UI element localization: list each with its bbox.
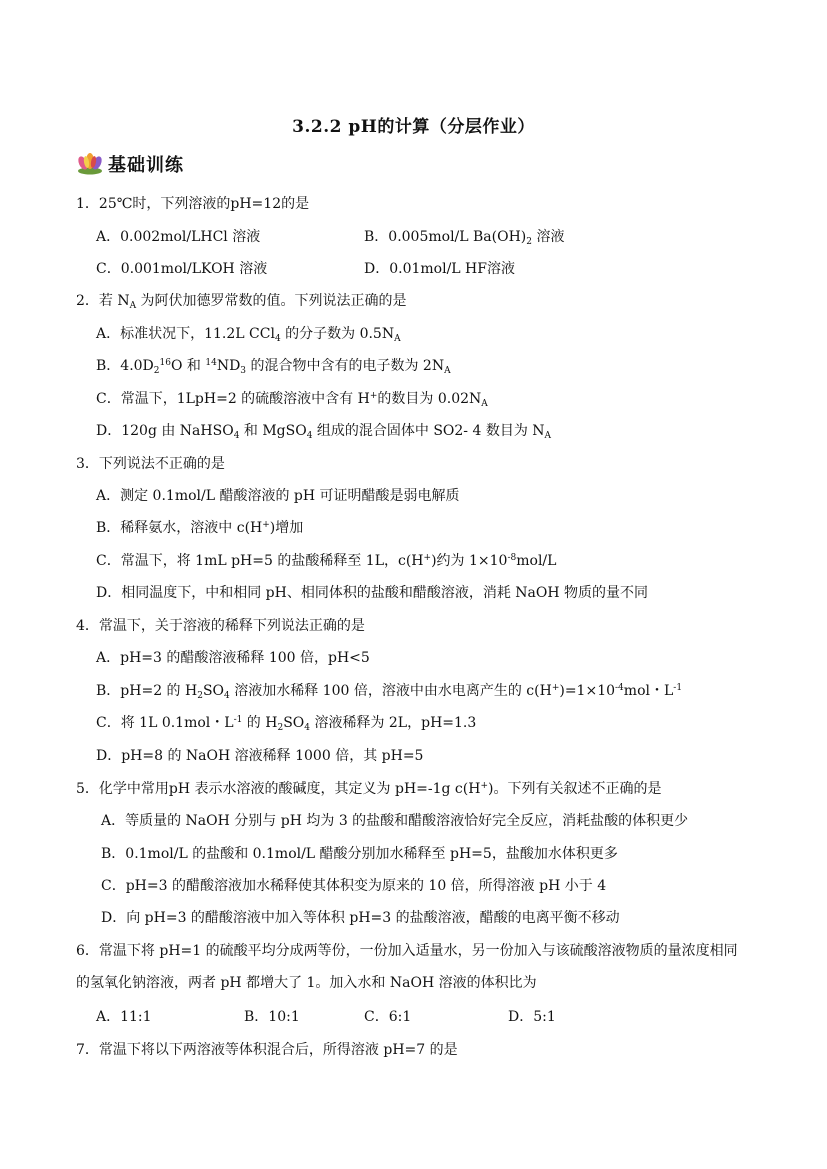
q1-option-a: A．0.002mol/LHCl 溶液 [96,229,261,245]
q3-option-a: A．测定 0.1mol/L 醋酸溶液的 pH 可证明醋酸是弱电解质 [96,488,460,504]
q6-stem-line2: 的氢氧化钠溶液，两者 pH 都增大了 1。加入水和 NaOH 溶液的体积比为 [76,975,537,991]
q5-option-d: D．向 pH=3 的醋酸溶液中加入等体积 pH=3 的盐酸溶液，醋酸的电离平衡不移动 [101,910,620,926]
q3-option-c: C．常温下，将 1mL pH=5 的盐酸稀释至 1L，c(H+)约为 $1\times 10^{-8}mol/L$ [96,553,557,569]
q4-option-a: A．pH=3 的醋酸溶液稀释 100 倍，pH<5 [96,650,370,666]
q6-option-c: C．6:1 [364,1009,412,1025]
q4-option-b: B．pH=2 的 $H_2SO_4$ 溶液加水稀释 100 倍，溶液中由水电离产生的 $c(H^+)=1\times 10^{-4}mol$・$L^{-1}$ [96,683,683,701]
q2-option-b: B．$4.0D_2^{16}O$ 和 $^{14}ND_3$ 的混合物中含有的电子数为 $2N_A$ [96,358,451,376]
q6-stem-line1: 6．常温下将 pH=1 的硫酸平均分成两等份，一份加入适量水，另一份加入与该硫酸溶液物质的量浓度相同 [76,943,738,959]
section-label: 基础训练 [108,155,184,176]
q1-option-b: B．0.005mol/L $Ba(OH)_2$ 溶液 [364,229,565,247]
q5-option-a: A．等质量的 NaOH 分别与 pH 均为 3 的盐酸和醋酸溶液恰好完全反应，消耗盐酸的体积更少 [101,813,689,829]
q3-option-b: B．稀释氨水，溶液中 c(H+)增加 [96,520,304,536]
q1-option-d: D．0.01mol/L HF溶液 [364,261,515,277]
q4-option-c: C．将 1L 0.1mol・$L^{-1}$ 的 $H_2SO_4$ 溶液稀释为 2L，pH=1.3 [96,715,477,733]
q6-option-b: B．10:1 [244,1009,300,1025]
q1-stem: 1．25℃时，下列溶液的pH=12的是 [76,196,310,212]
q4-option-d: D．pH=8 的 NaOH 溶液稀释 1000 倍，其 pH=5 [96,748,424,764]
q2-option-d: D．120g 由 NaHSO$_4$ 和 MgSO$_4$ 组成的混合固体中 SO2- 4 数目为 $N_A$ [96,423,552,441]
q5-option-b: B．0.1mol/L 的盐酸和 0.1mol/L 醋酸分别加水稀释至 pH=5，盐酸加水体积更多 [101,846,618,862]
q2-stem: 2．若 $N_A$ 为阿伏加德罗常数的值。下列说法正确的是 [76,293,407,311]
q7-stem: 7．常温下将以下两溶液等体积混合后，所得溶液 pH=7 的是 [76,1042,458,1058]
q2-option-c: C．常温下，1LpH=2 的硫酸溶液中含有 H+的数目为 $0.02N_A$ [96,391,488,409]
q4-stem: 4．常温下，关于溶液的稀释下列说法正确的是 [76,618,365,634]
flower-icon [76,153,104,175]
q5-stem: 5．化学中常用pH 表示水溶液的酸碱度，其定义为 pH=-1g c(H+)。下列有关叙述不正确的是 [76,781,662,797]
q6-option-a: A．11:1 [96,1009,152,1025]
q3-stem: 3．下列说法不正确的是 [76,456,225,472]
section-header [76,152,184,176]
q3-option-d: D．相同温度下，中和相同 pH、相同体积的盐酸和醋酸溶液，消耗 NaOH 物质的量不同 [96,585,649,601]
q2-option-a: A．标准状况下，11.2L CCl$_4$ 的分子数为 $0.5N_A$ [96,326,401,344]
q6-option-d: D．5:1 [508,1009,556,1025]
q1-option-c: C．0.001mol/LKOH 溶液 [96,261,268,277]
page-title: 3.2.2 pH的计算（分层作业） [292,117,535,137]
q5-option-c: C．pH=3 的醋酸溶液加水稀释使其体积变为原来的 10 倍，所得溶液 pH 小于 4 [101,878,607,894]
